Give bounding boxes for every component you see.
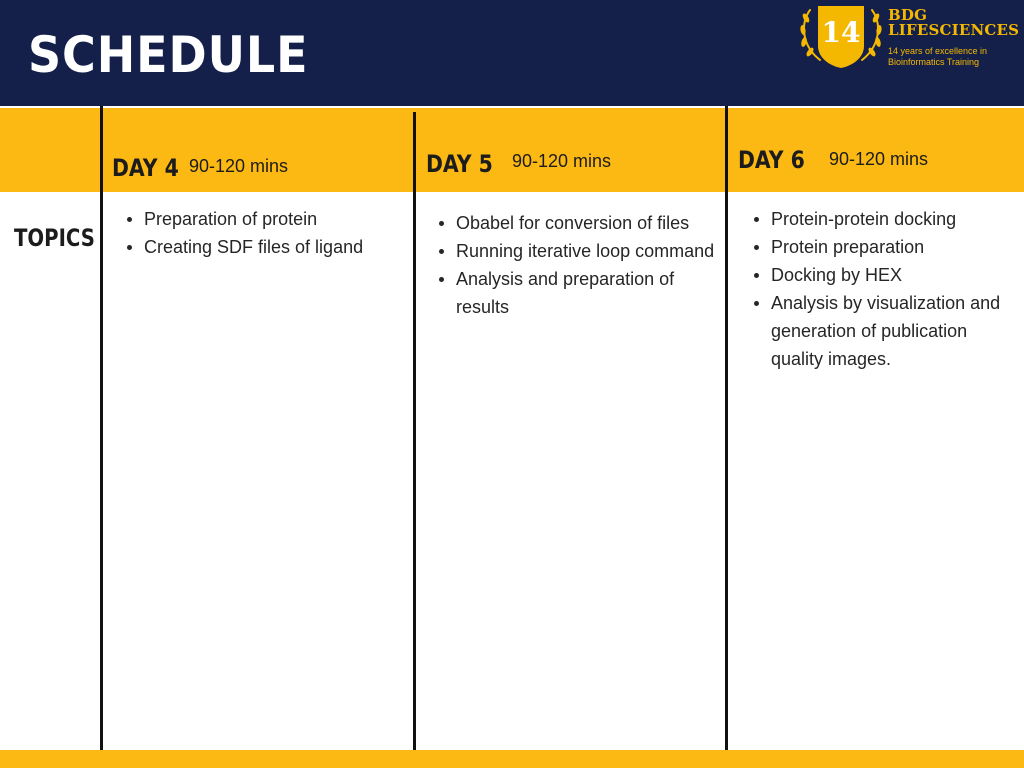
day-4-label: DAY 4 — [112, 154, 179, 182]
list-item: Running iterative loop command — [436, 237, 724, 265]
day-5-label: DAY 5 — [426, 150, 493, 178]
footer-bar — [0, 750, 1024, 768]
logo — [796, 2, 1022, 72]
column-divider-3 — [725, 106, 728, 750]
list-item: Protein preparation — [751, 233, 1011, 261]
column-divider-2 — [413, 112, 416, 750]
list-item: Docking by HEX — [751, 261, 1011, 289]
list-item: Analysis by visualization and generation of publication quality images. — [751, 289, 1011, 373]
topics-row-label: TOPICS — [14, 224, 95, 252]
list-item: Preparation of protein — [124, 205, 409, 233]
day-6-topic-list — [751, 205, 1011, 373]
logo-tagline — [888, 46, 1018, 68]
day-6-duration: 90-120 mins — [829, 149, 929, 169]
day-5-duration: 90-120 mins — [512, 151, 612, 171]
logo-name-line1: BDG — [888, 6, 928, 24]
day-6-label: DAY 6 — [738, 146, 805, 174]
logo-number: 14 — [821, 16, 861, 49]
logo-tagline-line1: 14 years of excellence in — [888, 46, 988, 56]
logo-name-line2: LIFESCIENCES — [888, 21, 1020, 39]
day-4-topic-list — [124, 205, 409, 261]
list-item: Creating SDF files of ligand — [124, 233, 409, 261]
list-item: Obabel for conversion of files — [436, 209, 724, 237]
list-item: Protein-protein docking — [751, 205, 1011, 233]
page-title: SCHEDULE — [28, 26, 309, 84]
day-4-duration: 90-120 mins — [189, 156, 289, 176]
column-divider-1 — [100, 106, 103, 750]
list-item: Analysis and preparation of results — [436, 265, 724, 321]
day-5-topic-list — [436, 209, 724, 321]
logo-name — [888, 8, 1019, 38]
header-bar — [0, 0, 1024, 106]
logo-tagline-line2: Bioinformatics Training — [888, 57, 980, 67]
